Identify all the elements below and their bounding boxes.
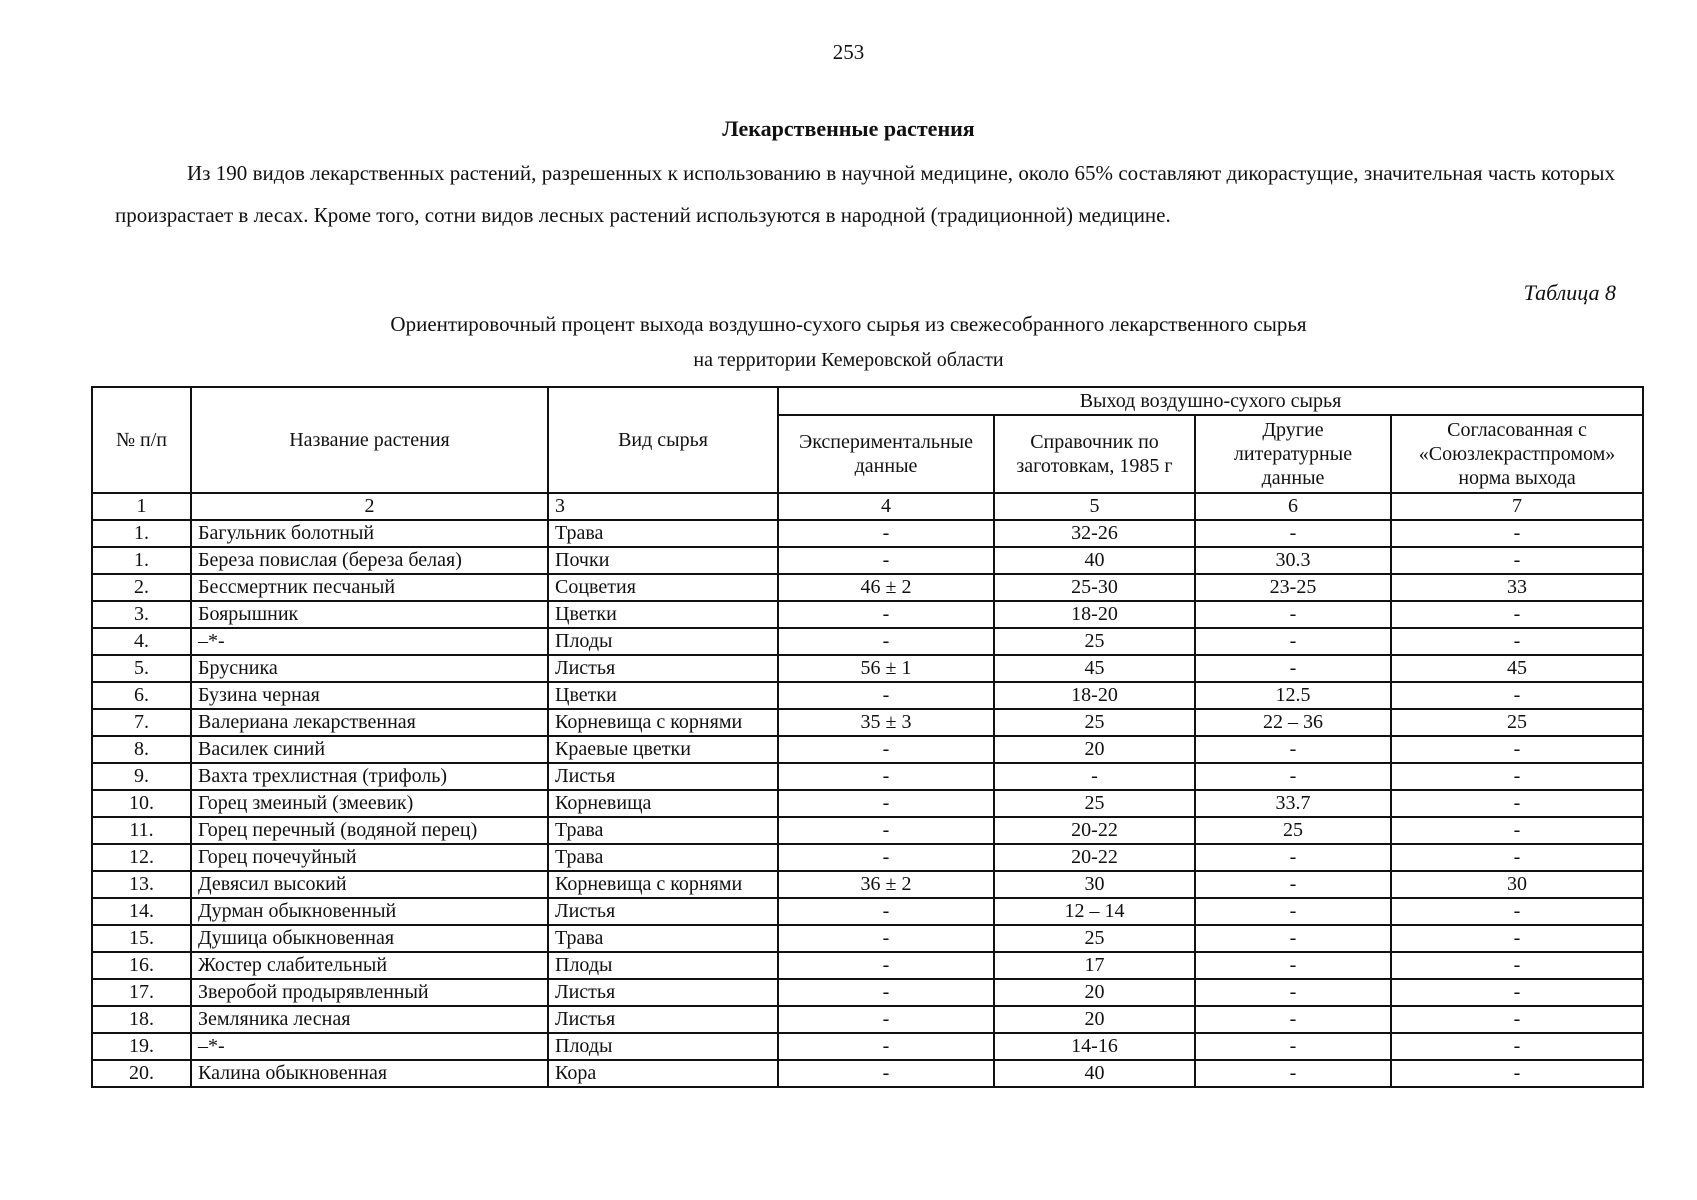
- experimental-value: -: [778, 628, 994, 655]
- column-number: 1: [92, 493, 191, 520]
- table-row: [92, 520, 1643, 547]
- row-number: 13.: [92, 871, 191, 898]
- reference-value: 25-30: [994, 574, 1195, 601]
- row-number: 15.: [92, 925, 191, 952]
- table-row: [92, 844, 1643, 871]
- table-label: Таблица 8: [1523, 280, 1616, 305]
- literature-value: -: [1195, 601, 1391, 628]
- agreed-norm-value: -: [1391, 925, 1643, 952]
- table-row: [92, 709, 1643, 736]
- literature-value: 30.3: [1195, 547, 1391, 574]
- agreed-norm-value: 30: [1391, 871, 1643, 898]
- experimental-value: -: [778, 736, 994, 763]
- raw-material-type: Листья: [548, 763, 778, 790]
- row-number: 12.: [92, 844, 191, 871]
- plant-name: Зверобой продырявленный: [191, 979, 548, 1006]
- plant-name: Брусника: [191, 655, 548, 682]
- literature-value: -: [1195, 1033, 1391, 1060]
- agreed-norm-value: -: [1391, 628, 1643, 655]
- reference-value: 20-22: [994, 844, 1195, 871]
- table-row: [92, 1006, 1643, 1033]
- literature-value: -: [1195, 871, 1391, 898]
- raw-material-type: Корневища с корнями: [548, 871, 778, 898]
- row-number: 6.: [92, 682, 191, 709]
- experimental-value: -: [778, 601, 994, 628]
- raw-material-type: Плоды: [548, 1033, 778, 1060]
- reference-value: 20: [994, 1006, 1195, 1033]
- plant-name: –*-: [191, 1033, 548, 1060]
- reference-value: 12 – 14: [994, 898, 1195, 925]
- agreed-norm-value: 45: [1391, 655, 1643, 682]
- raw-material-type: Цветки: [548, 682, 778, 709]
- plant-name: Бузина черная: [191, 682, 548, 709]
- literature-value: -: [1195, 898, 1391, 925]
- section-title: Лекарственные растения: [722, 116, 975, 141]
- literature-value: 22 – 36: [1195, 709, 1391, 736]
- table-row: [92, 952, 1643, 979]
- literature-value: -: [1195, 952, 1391, 979]
- reference-value: 32-26: [994, 520, 1195, 547]
- reference-value: 40: [994, 547, 1195, 574]
- row-number: 20.: [92, 1060, 191, 1087]
- table-row: [92, 655, 1643, 682]
- reference-value: 20: [994, 736, 1195, 763]
- experimental-value: -: [778, 979, 994, 1006]
- raw-material-type: Плоды: [548, 628, 778, 655]
- agreed-norm-value: -: [1391, 790, 1643, 817]
- table-row: [92, 601, 1643, 628]
- agreed-norm-value: 33: [1391, 574, 1643, 601]
- table-row: [92, 871, 1643, 898]
- experimental-value: 35 ± 3: [778, 709, 994, 736]
- plant-name: Земляника лесная: [191, 1006, 548, 1033]
- header-literature: Другие литературные данные: [1195, 415, 1391, 493]
- agreed-norm-value: 25: [1391, 709, 1643, 736]
- experimental-value: -: [778, 547, 994, 574]
- raw-material-type: Листья: [548, 1006, 778, 1033]
- table-row: [92, 682, 1643, 709]
- plant-name: Девясил высокий: [191, 871, 548, 898]
- literature-value: -: [1195, 655, 1391, 682]
- row-number: 14.: [92, 898, 191, 925]
- column-numbers-row: [92, 493, 1643, 520]
- agreed-norm-value: -: [1391, 979, 1643, 1006]
- reference-value: 17: [994, 952, 1195, 979]
- plant-name: Горец почечуйный: [191, 844, 548, 871]
- literature-value: -: [1195, 925, 1391, 952]
- table-row: [92, 574, 1643, 601]
- table-row: [92, 979, 1643, 1006]
- plant-name: Душица обыкновенная: [191, 925, 548, 952]
- reference-value: 25: [994, 790, 1195, 817]
- experimental-value: 46 ± 2: [778, 574, 994, 601]
- header-agreed: Согласованная с «Союзлекрастпромом» норма выхода: [1391, 415, 1643, 493]
- row-number: 3.: [92, 601, 191, 628]
- agreed-norm-value: -: [1391, 1006, 1643, 1033]
- raw-material-type: Кора: [548, 1060, 778, 1087]
- experimental-value: -: [778, 790, 994, 817]
- experimental-value: -: [778, 844, 994, 871]
- plant-name: Дурман обыкновенный: [191, 898, 548, 925]
- literature-value: 12.5: [1195, 682, 1391, 709]
- agreed-norm-value: -: [1391, 1060, 1643, 1087]
- table-row: [92, 817, 1643, 844]
- row-number: 9.: [92, 763, 191, 790]
- plant-name: Багульник болотный: [191, 520, 548, 547]
- reference-value: -: [994, 763, 1195, 790]
- row-number: 16.: [92, 952, 191, 979]
- raw-material-type: Трава: [548, 520, 778, 547]
- table-caption-line1: Ориентировочный процент выхода воздушно-сухого сырья из свежесобранного лекарственного сырья: [390, 312, 1307, 336]
- plant-name: Вахта трехлистная (трифоль): [191, 763, 548, 790]
- reference-value: 45: [994, 655, 1195, 682]
- raw-material-type: Трава: [548, 817, 778, 844]
- plant-name: –*-: [191, 628, 548, 655]
- agreed-norm-value: -: [1391, 898, 1643, 925]
- raw-material-type: Соцветия: [548, 574, 778, 601]
- header-name: Название растения: [191, 387, 548, 493]
- table-row: [92, 790, 1643, 817]
- row-number: 8.: [92, 736, 191, 763]
- reference-value: 25: [994, 628, 1195, 655]
- reference-value: 18-20: [994, 682, 1195, 709]
- experimental-value: -: [778, 952, 994, 979]
- table-row: [92, 736, 1643, 763]
- agreed-norm-value: -: [1391, 763, 1643, 790]
- experimental-value: -: [778, 520, 994, 547]
- row-number: 4.: [92, 628, 191, 655]
- plant-name: Бессмертник песчаный: [191, 574, 548, 601]
- header-experimental: Экспериментальные данные: [778, 415, 994, 493]
- row-number: 10.: [92, 790, 191, 817]
- agreed-norm-value: -: [1391, 844, 1643, 871]
- experimental-value: -: [778, 1060, 994, 1087]
- experimental-value: -: [778, 817, 994, 844]
- plant-name: Жостер слабительный: [191, 952, 548, 979]
- row-number: 2.: [92, 574, 191, 601]
- table-row: [92, 628, 1643, 655]
- row-number: 11.: [92, 817, 191, 844]
- page-number: 253: [832, 40, 865, 64]
- raw-material-type: Корневища с корнями: [548, 709, 778, 736]
- agreed-norm-value: -: [1391, 601, 1643, 628]
- literature-value: -: [1195, 520, 1391, 547]
- column-number: 3: [548, 493, 778, 520]
- experimental-value: -: [778, 1006, 994, 1033]
- raw-material-type: Листья: [548, 655, 778, 682]
- experimental-value: 36 ± 2: [778, 871, 994, 898]
- header-kind: Вид сырья: [548, 387, 778, 493]
- raw-material-type: Корневища: [548, 790, 778, 817]
- column-number: 5: [994, 493, 1195, 520]
- table-caption-line2: на территории Кемеровской области: [693, 349, 1004, 371]
- literature-value: 33.7: [1195, 790, 1391, 817]
- experimental-value: -: [778, 925, 994, 952]
- agreed-norm-value: -: [1391, 817, 1643, 844]
- agreed-norm-value: -: [1391, 1033, 1643, 1060]
- row-number: 5.: [92, 655, 191, 682]
- plant-name: Василек синий: [191, 736, 548, 763]
- table-row: [92, 898, 1643, 925]
- medicinal-plants-table: [91, 386, 1644, 1088]
- table-row: [92, 763, 1643, 790]
- literature-value: -: [1195, 844, 1391, 871]
- raw-material-type: Цветки: [548, 601, 778, 628]
- literature-value: -: [1195, 979, 1391, 1006]
- table-row: [92, 547, 1643, 574]
- column-number: 7: [1391, 493, 1643, 520]
- reference-value: 25: [994, 709, 1195, 736]
- header-yield-group: Выход воздушно-сухого сырья: [778, 387, 1643, 415]
- raw-material-type: Листья: [548, 898, 778, 925]
- agreed-norm-value: -: [1391, 682, 1643, 709]
- literature-value: 25: [1195, 817, 1391, 844]
- row-number: 17.: [92, 979, 191, 1006]
- literature-value: -: [1195, 736, 1391, 763]
- plant-name: Горец перечный (водяной перец): [191, 817, 548, 844]
- agreed-norm-value: -: [1391, 547, 1643, 574]
- column-number: 2: [191, 493, 548, 520]
- plant-name: Горец змеиный (змеевик): [191, 790, 548, 817]
- intro-paragraph: Из 190 видов лекарственных растений, разрешенных к использованию в научной медицине, около 65% составляют дикорастущие, значительная часть которых произрастает в лесах. Кроме того, сотни видов лесных растений используются в народной (традиционной) медицине.: [115, 161, 1615, 227]
- literature-value: 23-25: [1195, 574, 1391, 601]
- table-row: [92, 1033, 1643, 1060]
- agreed-norm-value: -: [1391, 736, 1643, 763]
- column-number: 4: [778, 493, 994, 520]
- literature-value: -: [1195, 1006, 1391, 1033]
- header-reference: Справочник по заготовкам, 1985 г: [994, 415, 1195, 493]
- reference-value: 30: [994, 871, 1195, 898]
- row-number: 1.: [92, 520, 191, 547]
- row-number: 18.: [92, 1006, 191, 1033]
- table-caption: [0, 310, 1697, 374]
- experimental-value: -: [778, 682, 994, 709]
- plant-name: Валериана лекарственная: [191, 709, 548, 736]
- plant-name: Боярышник: [191, 601, 548, 628]
- agreed-norm-value: -: [1391, 952, 1643, 979]
- raw-material-type: Краевые цветки: [548, 736, 778, 763]
- experimental-value: -: [778, 763, 994, 790]
- experimental-value: -: [778, 898, 994, 925]
- experimental-value: 56 ± 1: [778, 655, 994, 682]
- experimental-value: -: [778, 1033, 994, 1060]
- column-number: 6: [1195, 493, 1391, 520]
- literature-value: -: [1195, 628, 1391, 655]
- row-number: 19.: [92, 1033, 191, 1060]
- plant-name: Калина обыкновенная: [191, 1060, 548, 1087]
- reference-value: 14-16: [994, 1033, 1195, 1060]
- raw-material-type: Почки: [548, 547, 778, 574]
- agreed-norm-value: -: [1391, 520, 1643, 547]
- table-row: [92, 925, 1643, 952]
- raw-material-type: Плоды: [548, 952, 778, 979]
- raw-material-type: Трава: [548, 925, 778, 952]
- raw-material-type: Листья: [548, 979, 778, 1006]
- reference-value: 20: [994, 979, 1195, 1006]
- reference-value: 25: [994, 925, 1195, 952]
- header-num: № п/п: [92, 387, 191, 493]
- reference-value: 40: [994, 1060, 1195, 1087]
- row-number: 1.: [92, 547, 191, 574]
- plant-name: Береза повислая (береза белая): [191, 547, 548, 574]
- table-body: [92, 493, 1643, 1087]
- table-row: [92, 1060, 1643, 1087]
- literature-value: -: [1195, 763, 1391, 790]
- literature-value: -: [1195, 1060, 1391, 1087]
- reference-value: 20-22: [994, 817, 1195, 844]
- row-number: 7.: [92, 709, 191, 736]
- raw-material-type: Трава: [548, 844, 778, 871]
- reference-value: 18-20: [994, 601, 1195, 628]
